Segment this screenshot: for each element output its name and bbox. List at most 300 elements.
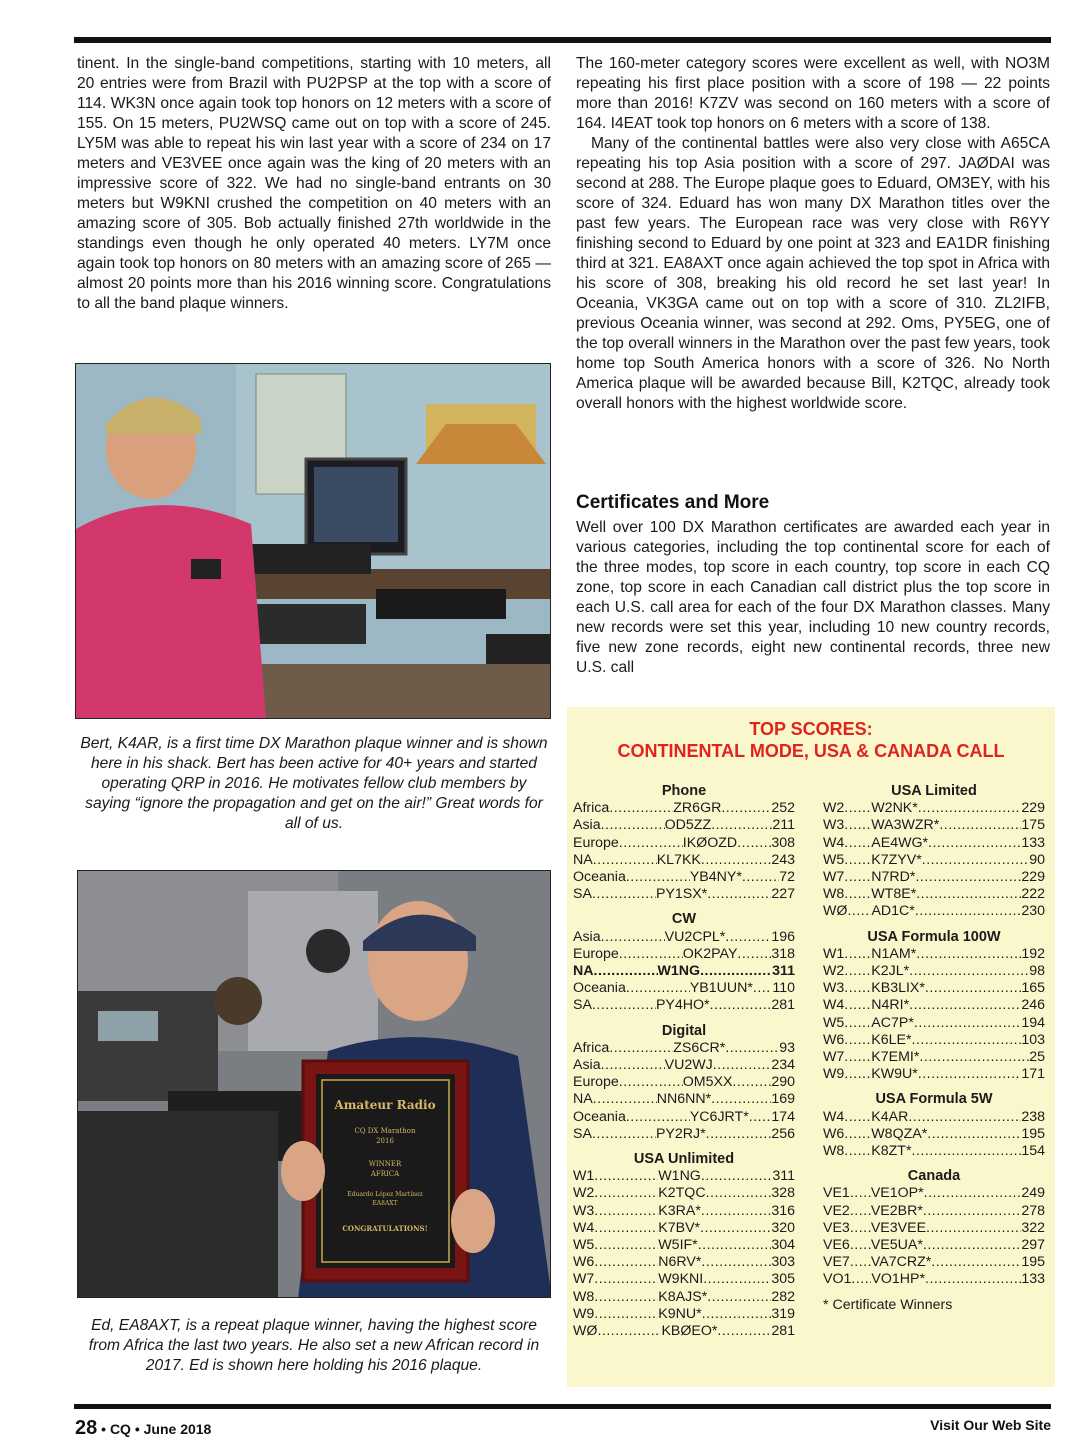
score-group [573, 911, 795, 1014]
dot-leader [925, 1271, 1021, 1288]
score-label: Oceania [573, 1108, 626, 1125]
photo-bert-shack [75, 363, 551, 719]
score-row [573, 1220, 795, 1237]
score-label: VE2 [823, 1202, 850, 1219]
score-row [823, 1254, 1045, 1271]
score-row [823, 800, 1045, 817]
article-right-column [576, 54, 1050, 414]
dot-leader [593, 852, 657, 869]
score-label: NA [573, 963, 594, 980]
dot-leader [701, 1168, 773, 1185]
score-label: VO1 [823, 1271, 852, 1288]
score-value: 243 [771, 851, 795, 868]
score-call: W9KNI [658, 1271, 704, 1288]
dot-leader [597, 1323, 661, 1340]
dot-leader [844, 1032, 871, 1049]
score-call: K9NU* [658, 1305, 702, 1322]
dot-leader [850, 1203, 871, 1220]
score-call: K7ZYV* [871, 851, 922, 868]
score-row [823, 869, 1045, 886]
dot-leader [702, 1306, 772, 1323]
score-row [573, 1306, 795, 1323]
score-label: W6 [823, 1031, 845, 1048]
score-call: AE4WG* [871, 834, 929, 851]
score-label: Asia [573, 1057, 601, 1074]
scores-left-column [573, 783, 795, 1348]
dot-leader [915, 869, 1021, 886]
dot-leader [701, 852, 771, 869]
score-call: NN6NN* [656, 1091, 712, 1108]
score-group-heading: Canada [907, 1168, 961, 1185]
score-group-heading: USA Formula 5W [875, 1091, 993, 1108]
dot-leader [927, 1126, 1021, 1143]
score-value: 169 [771, 1091, 795, 1108]
dot-leader [593, 1091, 657, 1108]
score-label: NA [573, 1091, 593, 1108]
dot-leader [609, 1040, 673, 1057]
score-label: Oceania [573, 980, 626, 997]
dot-leader [909, 997, 1021, 1014]
plaque-line: 2016 [376, 1137, 394, 1145]
score-group [823, 1091, 1045, 1160]
article-paragraph: tinent. In the single-band competitions, starting with 10 meters, all 20 entries were from Brazil with PU2PSP at the top with a score of 114. WK3N once again took top honors on 12 meters with a score of 155. On 15 meters, PU2WSQ came out on top with a score of 245. LY5M was able to repeat his win last year with a score of 234 on 17 meters and VE3VEE once again was the king of 20 meters with an impressive score of 322. We had no single-band entrants on 30 meters but W9KNI crushed the competition on 40 meters with an amazing score of 305. Bob actually finished 27th worldwide in the standings even though he only operated 40 meters. LY7M once again took top honors on 80 meters with an amazing score of 265 — almost 20 points more than his 2016 winning score. Congratulations to all the band plaque winners. [77, 55, 551, 312]
score-value: 133 [1021, 1271, 1045, 1288]
score-label: W4 [823, 997, 845, 1014]
plaque-brand: Amateur Radio [334, 1098, 436, 1112]
footer-website-link[interactable]: Visit Our Web Site [930, 1417, 1051, 1433]
score-value: 311 [772, 963, 795, 980]
score-row [823, 835, 1045, 852]
score-call: PY4HO* [655, 997, 710, 1014]
score-value: 290 [771, 1074, 795, 1091]
page-number: 28 [75, 1417, 98, 1439]
score-value: 174 [771, 1108, 795, 1125]
issue-date: June 2018 [143, 1421, 212, 1437]
photo-caption: Bert, K4AR, is a first time DX Marathon plaque winner and is shown here in his shack. Bert has been active for 40+ years and started operating QRP in 2016. He motivates fellow club members by saying “ignore the propagation and get on the air!” Great words for all of us. [80, 735, 548, 832]
score-value: 154 [1021, 1143, 1045, 1160]
score-row [573, 1074, 795, 1091]
dot-leader [626, 869, 690, 886]
dot-leader [912, 1143, 1022, 1160]
score-group [823, 783, 1045, 921]
score-value: 98 [1029, 963, 1045, 980]
score-label: W7 [823, 869, 845, 886]
score-label: WØ [823, 903, 848, 920]
dot-leader [706, 1126, 772, 1143]
score-row [573, 946, 795, 963]
score-group-heading: USA Unlimited [633, 1151, 735, 1168]
dot-leader [914, 1015, 1021, 1032]
dot-leader [594, 1203, 658, 1220]
score-row [823, 1185, 1045, 1202]
score-row [823, 963, 1045, 980]
score-value: 211 [772, 817, 795, 834]
score-row [823, 980, 1045, 997]
score-group [573, 1151, 795, 1340]
score-row [573, 1109, 795, 1126]
dot-leader [601, 1057, 665, 1074]
dot-leader [844, 835, 871, 852]
score-label: Asia [573, 928, 601, 945]
dot-leader [725, 1040, 779, 1057]
score-value: 249 [1021, 1185, 1045, 1202]
magazine-name: CQ [109, 1421, 131, 1437]
score-value: 318 [771, 945, 795, 962]
score-label: W4 [823, 834, 845, 851]
dot-leader [701, 1203, 771, 1220]
dot-leader [925, 980, 1021, 997]
score-call: KB3LIX* [871, 980, 925, 997]
score-value: 90 [1029, 851, 1045, 868]
score-row [823, 886, 1045, 903]
score-value: 256 [771, 1125, 795, 1142]
score-row [573, 1237, 795, 1254]
dot-leader [706, 1185, 772, 1202]
score-call: K8AJS* [658, 1288, 708, 1305]
dot-leader [916, 886, 1021, 903]
footer-bullet: • [101, 1421, 107, 1437]
score-call: N1AM* [871, 945, 917, 962]
score-call: YB4NY* [689, 869, 742, 886]
score-group-heading: Phone [661, 783, 707, 799]
dot-leader [592, 886, 656, 903]
score-row [823, 1015, 1045, 1032]
score-call: IKØOZD [682, 834, 738, 851]
score-row [573, 1323, 795, 1340]
plaque-line: WINNER [368, 1160, 402, 1168]
score-value: 281 [771, 997, 795, 1014]
score-call: VE1OP* [870, 1185, 924, 1202]
score-group [823, 929, 1045, 1084]
score-call: W2NK* [871, 800, 918, 817]
scores-right-column [823, 783, 1045, 1314]
dot-leader [594, 1271, 658, 1288]
dot-leader [594, 1306, 658, 1323]
score-row [823, 1049, 1045, 1066]
dot-leader [725, 929, 771, 946]
score-call: PY1SX* [655, 886, 708, 903]
score-value: 165 [1021, 980, 1045, 997]
dot-leader [737, 835, 771, 852]
score-row [573, 800, 795, 817]
score-call: OM5XX [682, 1074, 733, 1091]
score-value: 316 [771, 1202, 795, 1219]
score-label: SA [573, 997, 592, 1014]
score-label: W7 [573, 1271, 595, 1288]
dot-leader [619, 1074, 683, 1091]
score-call: K8ZT* [871, 1143, 912, 1160]
score-call: KBØEO* [661, 1323, 718, 1340]
score-row [573, 852, 795, 869]
dot-leader [923, 1237, 1021, 1254]
top-rule [74, 37, 1051, 43]
score-call: N7RD* [871, 869, 916, 886]
score-value: 311 [772, 1168, 795, 1185]
score-value: 230 [1021, 903, 1045, 920]
score-row [573, 1126, 795, 1143]
score-row [823, 1066, 1045, 1083]
score-label: W4 [823, 1108, 845, 1125]
score-call: AD1C* [871, 903, 915, 920]
sidebar-subtitle: CONTINENTAL MODE, USA & CANADA CALL [617, 741, 1005, 761]
score-value: 103 [1021, 1031, 1045, 1048]
dot-leader [844, 1143, 871, 1160]
dot-leader [701, 1254, 771, 1271]
score-label: VE7 [823, 1254, 850, 1271]
score-label: W9 [573, 1305, 595, 1322]
score-value: 194 [1021, 1014, 1045, 1031]
score-call: K2TQC [658, 1185, 706, 1202]
score-label: W1 [573, 1168, 595, 1185]
score-label: NA [573, 851, 593, 868]
dot-leader [749, 1109, 772, 1126]
score-call: VE5UA* [870, 1237, 923, 1254]
dot-leader [919, 1049, 1029, 1066]
dot-leader [844, 946, 871, 963]
dot-leader [926, 1220, 1021, 1237]
score-value: 319 [771, 1305, 795, 1322]
footer-bullet: • [134, 1421, 140, 1437]
score-value: 234 [771, 1057, 795, 1074]
score-row [573, 963, 795, 980]
score-group-heading: Digital [661, 1022, 707, 1039]
photo-ed-plaque [77, 870, 551, 1298]
score-call: W8QZA* [871, 1125, 928, 1142]
score-call: WA3WZR* [871, 817, 940, 834]
score-row [573, 1203, 795, 1220]
score-row [823, 903, 1045, 920]
score-call: W1NG [657, 963, 701, 980]
dot-leader [844, 963, 871, 980]
score-group-heading: USA Limited [891, 783, 977, 799]
score-row [573, 835, 795, 852]
dot-leader [844, 1049, 871, 1066]
score-call: K4AR [871, 1108, 909, 1125]
dot-leader [850, 1185, 871, 1202]
score-label: WØ [573, 1323, 598, 1340]
dot-leader [721, 800, 771, 817]
score-label: Oceania [573, 869, 626, 886]
score-call: K7BV* [658, 1219, 701, 1236]
dot-leader [698, 1237, 772, 1254]
score-value: 195 [1021, 1254, 1045, 1271]
dot-leader [619, 946, 683, 963]
score-row [823, 1032, 1045, 1049]
score-row [823, 1203, 1045, 1220]
score-value: 229 [1021, 800, 1045, 817]
score-value: 196 [771, 928, 795, 945]
article-right-column-continued [576, 518, 1050, 678]
dot-leader [700, 963, 772, 980]
dot-leader [710, 997, 772, 1014]
dot-leader [844, 886, 871, 903]
score-value: 222 [1021, 886, 1045, 903]
score-label: W1 [823, 945, 845, 962]
dot-leader [844, 800, 871, 817]
score-group-heading: USA Formula 100W [867, 928, 1001, 945]
score-call: VA7CRZ* [870, 1254, 932, 1271]
photo-ed-illustration [78, 871, 551, 1298]
sidebar-title: TOP SCORES: [749, 719, 873, 739]
score-value: 282 [771, 1288, 795, 1305]
dot-leader [626, 1109, 690, 1126]
dot-leader [711, 1091, 771, 1108]
score-label: W5 [823, 1014, 845, 1031]
dot-leader [909, 963, 1029, 980]
score-value: 281 [771, 1323, 795, 1340]
score-row [573, 980, 795, 997]
score-call: YC6JRT* [689, 1108, 749, 1125]
dot-leader [844, 1066, 871, 1083]
photo-bert-illustration [76, 364, 551, 719]
dot-leader [594, 963, 658, 980]
score-label: W8 [823, 886, 845, 903]
score-call: ZR6GR [673, 800, 722, 817]
score-call: PY2RJ* [655, 1125, 706, 1142]
score-label: VE1 [823, 1185, 850, 1202]
score-call: K7EMI* [871, 1049, 920, 1066]
score-label: W5 [823, 851, 845, 868]
dot-leader [939, 817, 1021, 834]
score-call: YB1UUN* [689, 980, 753, 997]
score-row [823, 852, 1045, 869]
score-label: W6 [823, 1125, 845, 1142]
score-value: 133 [1021, 834, 1045, 851]
score-call: VE2BR* [870, 1202, 923, 1219]
score-value: 303 [771, 1254, 795, 1271]
dot-leader [851, 1271, 871, 1288]
score-group [573, 783, 795, 903]
dot-leader [707, 1289, 771, 1306]
score-call: N4RI* [871, 997, 910, 1014]
dot-leader [931, 1254, 1021, 1271]
score-label: Europe [573, 945, 619, 962]
score-call: OD5ZZ [664, 817, 712, 834]
score-row [573, 1091, 795, 1108]
score-row [573, 1040, 795, 1057]
dot-leader [594, 1237, 658, 1254]
photo-caption: Ed, EA8AXT, is a repeat plaque winner, having the highest score from Africa the last two years. He also set a new African record in 2017. Ed is shown here holding his 2016 plaque. [88, 1317, 540, 1374]
score-value: 175 [1021, 817, 1045, 834]
score-label: SA [573, 1125, 592, 1142]
score-row [823, 1220, 1045, 1237]
score-value: 297 [1021, 1237, 1045, 1254]
dot-leader [912, 1032, 1022, 1049]
top-scores-sidebar [567, 707, 1055, 1387]
score-label: VE6 [823, 1237, 850, 1254]
score-value: 320 [771, 1219, 795, 1236]
score-call: W1NG [658, 1168, 701, 1185]
score-call: K6LE* [871, 1031, 912, 1048]
footer-left [75, 1417, 211, 1440]
score-label: W7 [823, 1049, 845, 1066]
dot-leader [594, 1254, 658, 1271]
dot-leader [713, 1057, 772, 1074]
score-call: VU2WJ [664, 1057, 713, 1074]
score-value: 72 [779, 869, 795, 886]
dot-leader [844, 869, 871, 886]
score-value: 328 [771, 1185, 795, 1202]
dot-leader [844, 1126, 871, 1143]
article-paragraph: Well over 100 DX Marathon certificates are awarded each year in various categories, including the top continental score for each of the three modes, top score in each country, top score in each CQ zone, top score in each Canadian call district plus the top score in each U.S. call area for each of the four DX Marathon classes. Many new records were set this year, including 10 new country records, five new zone records, eight new continental records, three new U.S. call [576, 519, 1050, 676]
score-row [573, 1289, 795, 1306]
dot-leader [918, 1066, 1022, 1083]
score-label: W2 [573, 1185, 595, 1202]
dot-leader [850, 1237, 871, 1254]
dot-leader [928, 835, 1021, 852]
dot-leader [626, 980, 690, 997]
score-row [573, 886, 795, 903]
dot-leader [923, 1203, 1021, 1220]
dot-leader [850, 1220, 871, 1237]
score-row [823, 997, 1045, 1014]
score-row [573, 1168, 795, 1185]
article-left-column [77, 54, 551, 314]
plaque-line: EA8AXT [372, 1200, 398, 1207]
score-row [573, 1271, 795, 1288]
score-row [823, 1143, 1045, 1160]
dot-leader [711, 817, 772, 834]
dot-leader [753, 980, 772, 997]
dot-leader [594, 1168, 658, 1185]
score-value: 171 [1021, 1066, 1045, 1083]
score-label: Africa [573, 800, 610, 817]
score-value: 192 [1021, 945, 1045, 962]
dot-leader [915, 903, 1022, 920]
score-value: 25 [1029, 1049, 1045, 1066]
dot-leader [592, 997, 656, 1014]
score-row [823, 817, 1045, 834]
score-call: OK2PAY [682, 945, 738, 962]
score-value: 252 [771, 800, 795, 817]
score-row [573, 1185, 795, 1202]
score-call: K2JL* [871, 963, 910, 980]
dot-leader [700, 1220, 771, 1237]
score-value: 93 [779, 1039, 795, 1056]
score-label: Africa [573, 1039, 610, 1056]
score-call: K3RA* [658, 1202, 701, 1219]
score-row [823, 1126, 1045, 1143]
score-row [573, 869, 795, 886]
dot-leader [850, 1254, 871, 1271]
score-label: W5 [573, 1237, 595, 1254]
article-paragraph: The 160-meter category scores were excellent as well, with NO3M repeating his first place position with a score of 198 — 22 points more than 2016! K7ZV was second on 160 meters with a score of 164. I4EAT took top honors on 6 meters with a score of 138. [576, 55, 1050, 132]
score-label: W8 [823, 1143, 845, 1160]
dot-leader [844, 1109, 871, 1126]
score-label: SA [573, 886, 592, 903]
score-label: Europe [573, 834, 619, 851]
dot-leader [601, 817, 665, 834]
dot-leader [922, 852, 1029, 869]
score-label: W2 [823, 963, 845, 980]
score-call: W5IF* [658, 1237, 698, 1254]
score-row [573, 1057, 795, 1074]
score-value: 322 [1021, 1219, 1045, 1236]
score-row [573, 817, 795, 834]
dot-leader [844, 852, 871, 869]
score-label: VE3 [823, 1219, 850, 1236]
score-value: 195 [1021, 1125, 1045, 1142]
score-label: W9 [823, 1066, 845, 1083]
score-value: 110 [772, 980, 795, 997]
dot-leader [609, 800, 673, 817]
dot-leader [594, 1289, 658, 1306]
score-call: N6RV* [658, 1254, 702, 1271]
score-label: W6 [573, 1254, 595, 1271]
score-label: W3 [823, 817, 845, 834]
dot-leader [916, 946, 1021, 963]
score-value: 246 [1021, 997, 1045, 1014]
